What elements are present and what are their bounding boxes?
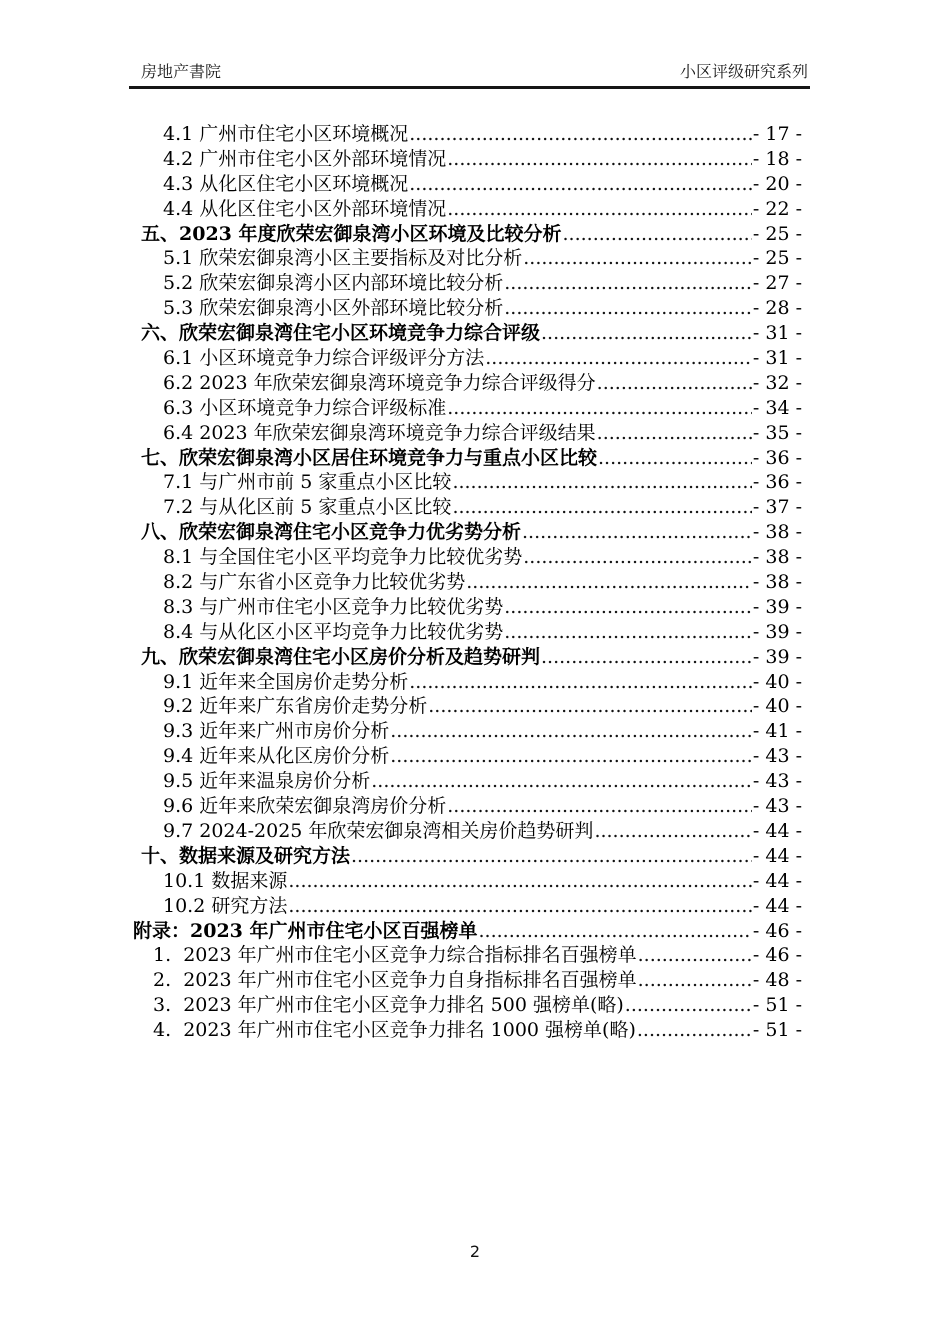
toc-entry[interactable] xyxy=(133,446,802,471)
toc-entry-text: 六、欣荣宏御泉湾住宅小区环境竞争力综合评级 xyxy=(141,322,541,345)
toc-entry[interactable] xyxy=(133,744,802,769)
toc-entry-page: - 39 - xyxy=(752,645,802,668)
toc-entry-text: 七、欣荣宏御泉湾小区居住环境竞争力与重点小区比较 xyxy=(141,446,598,469)
toc-entry-page: - 17 - xyxy=(752,123,802,145)
toc-entry-leader xyxy=(390,744,752,769)
toc-entry[interactable] xyxy=(133,819,802,844)
toc-entry-leader xyxy=(522,520,752,545)
toc-entry-page: - 25 - xyxy=(752,247,802,270)
toc-entry-page: - 44 - xyxy=(752,869,802,892)
toc-entry[interactable] xyxy=(133,321,802,346)
toc-entry[interactable] xyxy=(133,694,802,719)
toc-entry[interactable] xyxy=(133,719,802,744)
toc-entry[interactable] xyxy=(133,993,802,1018)
toc-entry-page: - 27 - xyxy=(752,272,802,295)
toc-entry-text: 4. 2023 年广州市住宅小区竞争力排名 1000 强榜单(略) xyxy=(153,1019,636,1042)
toc-entry-leader xyxy=(371,769,752,794)
toc-entry[interactable] xyxy=(133,147,802,172)
toc-entry-text: 5.1 欣荣宏御泉湾小区主要指标及对比分析 xyxy=(163,247,523,270)
toc-entry-text: 九、欣荣宏御泉湾住宅小区房价分析及趋势研判 xyxy=(141,645,541,668)
toc-entry[interactable] xyxy=(133,894,802,919)
toc-entry[interactable] xyxy=(133,122,802,147)
toc-entry[interactable] xyxy=(133,222,802,247)
toc-entry-leader xyxy=(479,919,752,944)
toc-entry-text: 9.7 2024-2025 年欣荣宏御泉湾相关房价趋势研判 xyxy=(163,819,594,842)
toc-entry-text: 4.4 从化区住宅小区外部环境情况 xyxy=(163,197,447,220)
toc-entry-page: - 28 - xyxy=(752,297,802,320)
toc-entry-page: - 43 - xyxy=(752,795,802,818)
toc-entry-text: 6.1 小区环境竞争力综合评级评分方法 xyxy=(163,347,485,370)
toc-entry[interactable] xyxy=(133,570,802,595)
toc-entry-text: 十、数据来源及研究方法 xyxy=(141,844,351,867)
toc-entry-text: 附录：2023 年广州市住宅小区百强榜单 xyxy=(133,919,478,942)
toc-entry[interactable] xyxy=(133,620,802,645)
toc-entry[interactable] xyxy=(133,346,802,371)
toc-entry-leader xyxy=(504,595,752,620)
toc-entry-text: 9.2 近年来广东省房价走势分析 xyxy=(163,695,428,718)
toc-entry-leader xyxy=(409,670,752,695)
page-header xyxy=(129,62,810,89)
header-rule xyxy=(129,86,810,89)
toc-entry-page: - 22 - xyxy=(752,197,802,220)
toc-entry[interactable] xyxy=(133,595,802,620)
toc-entry-page: - 44 - xyxy=(752,844,802,867)
toc-entry-leader xyxy=(466,570,752,595)
toc-entry-text: 9.4 近年来从化区房价分析 xyxy=(163,745,390,768)
toc-entry-leader xyxy=(504,271,752,296)
toc-entry-page: - 38 - xyxy=(752,571,802,594)
toc-entry-leader xyxy=(638,968,752,993)
header-right-text: 小区评级研究系列 xyxy=(679,62,808,81)
toc-entry-leader xyxy=(504,620,752,645)
toc-entry-leader xyxy=(447,147,752,172)
toc-entry-page: - 31 - xyxy=(752,322,802,345)
toc-entry-page: - 39 - xyxy=(752,595,802,618)
toc-entry-text: 五、2023 年度欣荣宏御泉湾小区环境及比较分析 xyxy=(141,222,562,245)
toc-entry-text: 9.5 近年来温泉房价分析 xyxy=(163,770,371,793)
toc-entry-text: 8.1 与全国住宅小区平均竞争力比较优劣势 xyxy=(163,546,523,569)
toc-entry-text: 10.1 数据来源 xyxy=(163,869,288,892)
toc-entry-leader xyxy=(409,122,752,147)
toc-entry-text: 8.3 与广州市住宅小区竞争力比较优劣势 xyxy=(163,595,504,618)
toc-entry-page: - 40 - xyxy=(752,695,802,718)
toc-entry-leader xyxy=(288,869,752,894)
toc-entry-text: 4.1 广州市住宅小区环境概况 xyxy=(163,123,409,145)
toc-entry-text: 9.1 近年来全国房价走势分析 xyxy=(163,670,409,693)
toc-entry-leader xyxy=(485,346,752,371)
page-number: 2 xyxy=(469,1242,481,1261)
toc-entry-leader xyxy=(504,296,752,321)
toc-entry-page: - 43 - xyxy=(752,745,802,768)
toc-entry-leader xyxy=(563,222,752,247)
header-left-text: 房地产書院 xyxy=(141,62,222,81)
toc-entry-leader xyxy=(452,470,751,495)
toc-entry-page: - 41 - xyxy=(752,720,802,743)
toc-entry[interactable] xyxy=(133,371,802,396)
toc-entry[interactable] xyxy=(133,869,802,894)
toc-entry-page: - 25 - xyxy=(752,222,802,245)
toc-entry-leader xyxy=(638,943,752,968)
toc-entry-text: 八、欣荣宏御泉湾住宅小区竞争力优劣势分析 xyxy=(141,521,522,544)
toc-entry[interactable] xyxy=(133,670,802,695)
toc-entry-leader xyxy=(452,495,751,520)
toc-entry-text: 6.4 2023 年欣荣宏御泉湾环境竞争力综合评级结果 xyxy=(163,421,596,444)
toc-entry[interactable] xyxy=(133,296,802,321)
toc-entry-leader xyxy=(351,844,752,869)
toc-entry[interactable] xyxy=(133,844,802,869)
toc-entry-page: - 31 - xyxy=(752,347,802,370)
toc-entry[interactable] xyxy=(133,470,802,495)
toc-entry-page: - 38 - xyxy=(752,521,802,544)
toc-entry[interactable] xyxy=(133,172,802,197)
toc-entry-text: 5.3 欣荣宏御泉湾小区外部环境比较分析 xyxy=(163,297,504,320)
toc-entry-page: - 44 - xyxy=(752,819,802,842)
toc-entry-leader xyxy=(594,819,751,844)
toc-entry-text: 10.2 研究方法 xyxy=(163,894,288,917)
toc-entry-page: - 18 - xyxy=(752,147,802,170)
toc-entry-leader xyxy=(625,993,752,1018)
toc-entry-text: 7.1 与广州市前 5 家重点小区比较 xyxy=(163,471,452,494)
toc-entry-text: 5.2 欣荣宏御泉湾小区内部环境比较分析 xyxy=(163,272,504,295)
toc-entry-page: - 46 - xyxy=(752,919,802,942)
toc-entry-text: 9.3 近年来广州市房价分析 xyxy=(163,720,390,743)
toc-entry-leader xyxy=(541,321,752,346)
toc-entry-page: - 36 - xyxy=(752,446,802,469)
toc-entry-leader xyxy=(523,246,752,271)
toc-entry[interactable] xyxy=(133,545,802,570)
toc-entry-text: 1. 2023 年广州市住宅小区竞争力综合指标排名百强榜单 xyxy=(153,944,637,967)
toc-entry-leader xyxy=(598,446,752,471)
toc-entry-leader xyxy=(390,719,752,744)
toc-entry-page: - 48 - xyxy=(752,969,802,992)
toc-entry-text: 3. 2023 年广州市住宅小区竞争力排名 500 强榜单(略) xyxy=(153,994,624,1017)
toc-entry-leader xyxy=(428,694,752,719)
toc-list xyxy=(133,122,802,1043)
toc-entry-leader xyxy=(447,396,752,421)
toc-entry-page: - 44 - xyxy=(752,894,802,917)
toc-entry[interactable] xyxy=(133,1018,802,1043)
toc-entry-leader xyxy=(447,794,752,819)
toc-entry[interactable] xyxy=(133,919,802,944)
toc-entry[interactable] xyxy=(133,769,802,794)
toc-entry-leader xyxy=(637,1018,752,1043)
toc-entry[interactable] xyxy=(133,495,802,520)
toc-entry-leader xyxy=(541,645,752,670)
toc-entry-text: 4.2 广州市住宅小区外部环境情况 xyxy=(163,147,447,170)
toc-entry[interactable] xyxy=(133,794,802,819)
header-row xyxy=(129,62,810,82)
toc-entry-page: - 51 - xyxy=(752,1019,802,1042)
toc-entry-page: - 46 - xyxy=(752,944,802,967)
toc-entry-page: - 20 - xyxy=(752,172,802,195)
toc-entry[interactable] xyxy=(133,943,802,968)
toc-entry-leader xyxy=(288,894,752,919)
toc-entry[interactable] xyxy=(133,520,802,545)
toc-entry-text: 4.3 从化区住宅小区环境概况 xyxy=(163,172,409,195)
toc-entry[interactable] xyxy=(133,271,802,296)
toc-entry[interactable] xyxy=(133,968,802,993)
toc-entry-text: 2. 2023 年广州市住宅小区竞争力自身指标排名百强榜单 xyxy=(153,969,637,992)
page-footer xyxy=(0,1242,950,1261)
toc-entry-leader xyxy=(597,421,752,446)
toc-entry-page: - 43 - xyxy=(752,770,802,793)
toc-entry-text: 6.3 小区环境竞争力综合评级标准 xyxy=(163,396,447,419)
toc-entry-page: - 51 - xyxy=(752,994,802,1017)
toc-entry-leader xyxy=(409,172,752,197)
toc-entry[interactable] xyxy=(133,197,802,222)
toc-entry-text: 9.6 近年来欣荣宏御泉湾房价分析 xyxy=(163,795,447,818)
toc-entry-text: 6.2 2023 年欣荣宏御泉湾环境竞争力综合评级得分 xyxy=(163,371,596,394)
toc-entry-page: - 39 - xyxy=(752,620,802,643)
toc-entry-page: - 36 - xyxy=(752,471,802,494)
toc-entry-page: - 38 - xyxy=(752,546,802,569)
toc-entry[interactable] xyxy=(133,421,802,446)
toc-entry-leader xyxy=(597,371,752,396)
toc-entry-leader xyxy=(447,197,752,222)
toc-entry-page: - 40 - xyxy=(752,670,802,693)
toc-entry-text: 8.2 与广东省小区竞争力比较优劣势 xyxy=(163,571,466,594)
toc-entry-page: - 37 - xyxy=(752,496,802,519)
toc-entry[interactable] xyxy=(133,645,802,670)
toc-entry[interactable] xyxy=(133,246,802,271)
toc-entry-page: - 32 - xyxy=(752,371,802,394)
toc-entry-page: - 34 - xyxy=(752,396,802,419)
toc-entry-page: - 35 - xyxy=(752,421,802,444)
toc-entry[interactable] xyxy=(133,396,802,421)
toc-entry-text: 8.4 与从化区小区平均竞争力比较优劣势 xyxy=(163,620,504,643)
toc-entry-text: 7.2 与从化区前 5 家重点小区比较 xyxy=(163,496,452,519)
toc-entry-leader xyxy=(523,545,752,570)
